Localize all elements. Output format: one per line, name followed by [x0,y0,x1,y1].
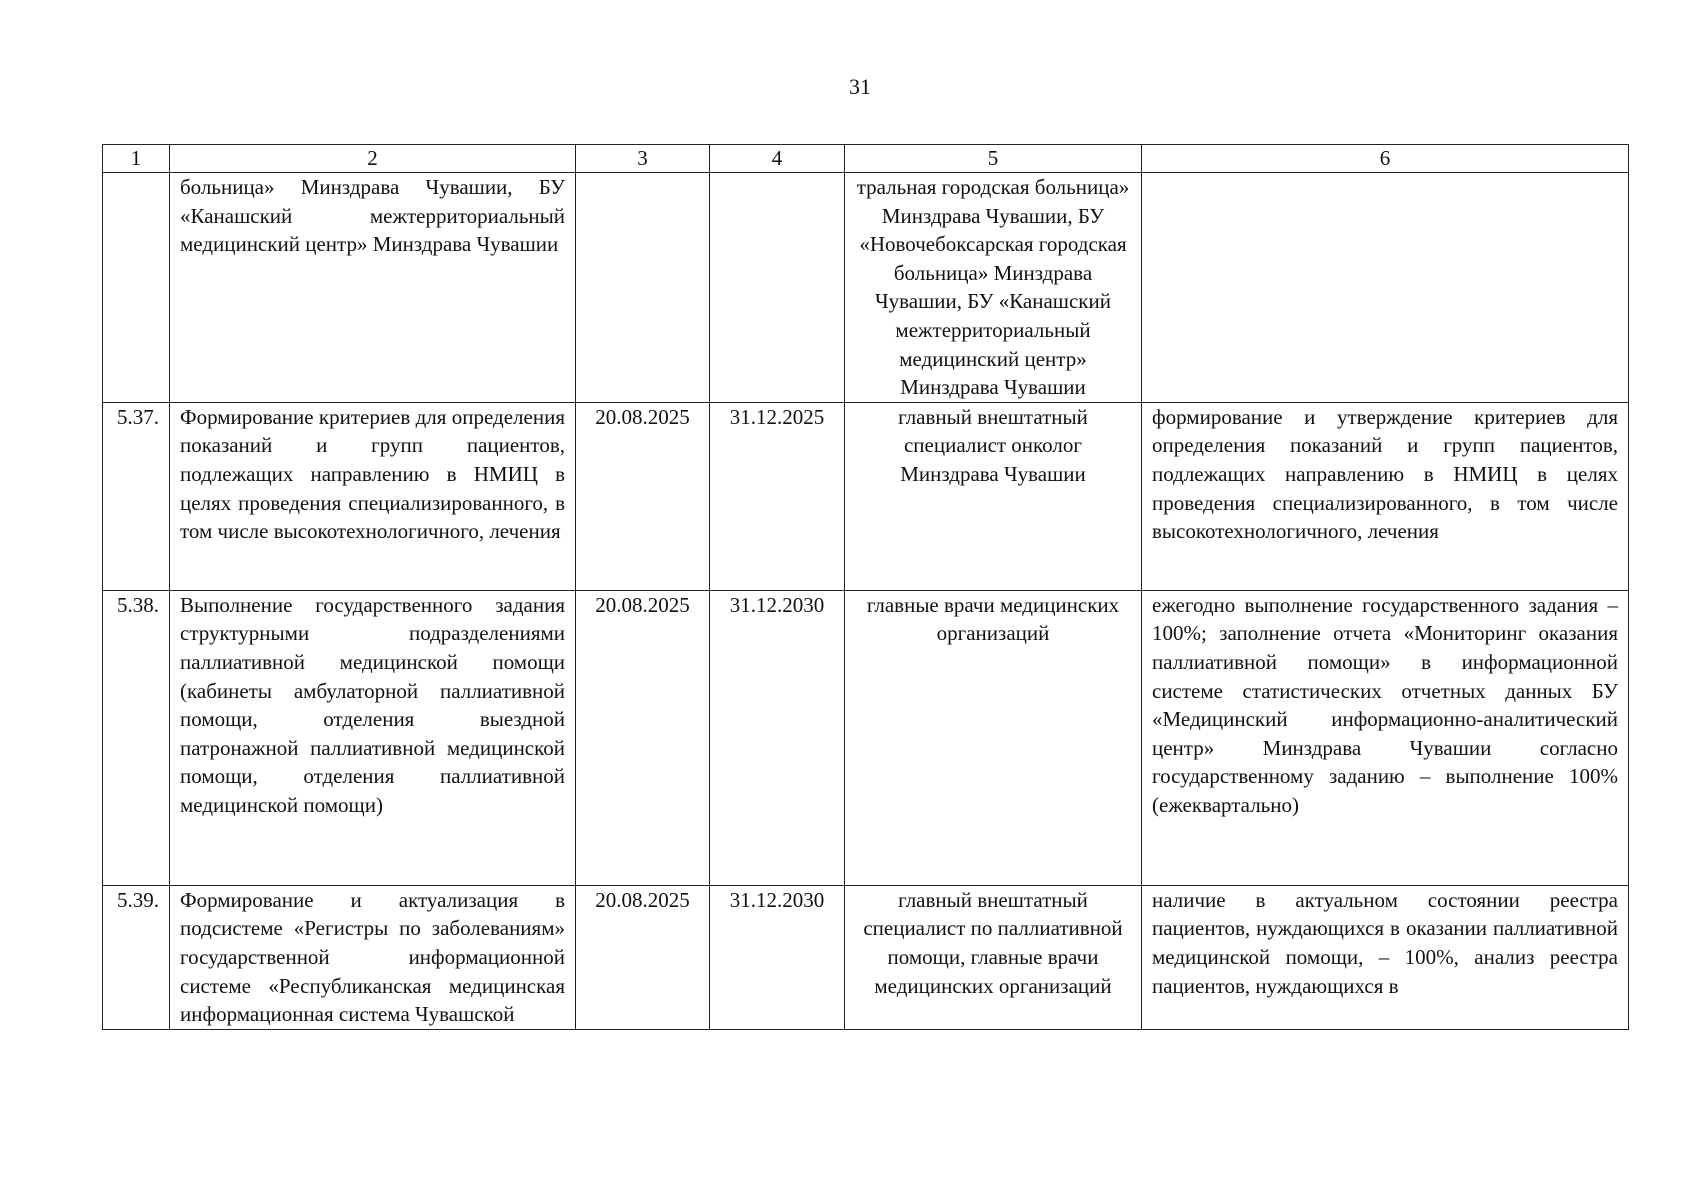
continuation-result-cell [1142,173,1629,403]
column-header-4: 4 [710,145,845,173]
start-date: 20.08.2025 [576,885,710,1029]
end-date: 31.12.2030 [710,590,845,885]
continuation-responsible-cell: тральная городская больница» Минздрава Чувашии, БУ «Новочебоксарская городская больница» Минздрава Чувашии, БУ «Канашский межтерриториальный медицинский центр» Минздрава Чувашии [845,173,1142,403]
responsible-text: главные врачи медицинских организаций [845,590,1142,885]
column-header-2: 2 [170,145,576,173]
result-text: формирование и утверждение критериев для определения показаний и групп пациентов, подлежащих направлению в НМИЦ в целях проведения специализированного, в том числе высокотехнологичного, лечения [1142,402,1629,590]
action-text: Формирование критериев для определения показаний и групп пациентов, подлежащих направлению в НМИЦ в целях проведения специализированного, в том числе высокотехнологичного, лечения [170,402,576,590]
column-header-5: 5 [845,145,1142,173]
end-date: 31.12.2025 [710,402,845,590]
column-number-row [103,145,1629,173]
action-text: Формирование и актуализация в подсистеме «Регистры по заболеваниям» государственной информационной системе «Республиканская медицинская информационная система Чувашской [170,885,576,1029]
table-row [103,885,1629,1029]
result-text: ежегодно выполнение государственного задания – 100%; заполнение отчета «Мониторинг оказания паллиативной помощи» в информационной системе статистических отчетных данных БУ «Медицинский информационно-аналитический центр» Минздрава Чувашии согласно государственному заданию – выполнение 100% (ежеквартально) [1142,590,1629,885]
row-number: 5.38. [103,590,170,885]
column-header-1: 1 [103,145,170,173]
responsible-text: главный внештатный специалист по паллиативной помощи, главные врачи медицинских организаций [845,885,1142,1029]
table-row [103,402,1629,590]
row-number: 5.39. [103,885,170,1029]
column-header-3: 3 [576,145,710,173]
row-number: 5.37. [103,402,170,590]
continuation-row [103,173,1629,403]
page-number: 31 [849,74,871,99]
action-plan-table [102,144,1629,1030]
column-header-6: 6 [1142,145,1629,173]
action-text: Выполнение государственного задания структурными подразделениями паллиативной медицинской помощи (кабинеты амбулаторной паллиативной помощи, отделения выездной патронажной паллиативной медицинской помощи, отделения паллиативной медицинской помощи) [170,590,576,885]
start-date: 20.08.2025 [576,590,710,885]
continuation-action-cell: больница» Минздрава Чувашии, БУ «Канашский межтерриториальный медицинский центр» Минздрава Чувашии [170,173,576,403]
continuation-start-cell [576,173,710,403]
table-row [103,590,1629,885]
start-date: 20.08.2025 [576,402,710,590]
continuation-num-cell [103,173,170,403]
responsible-text: главный внештатный специалист онколог Минздрава Чувашии [845,402,1142,590]
continuation-end-cell [710,173,845,403]
end-date: 31.12.2030 [710,885,845,1029]
result-text: наличие в актуальном состоянии реестра пациентов, нуждающихся в оказании паллиативной медицинской помощи, – 100%, анализ реестра пациентов, нуждающихся в [1142,885,1629,1029]
